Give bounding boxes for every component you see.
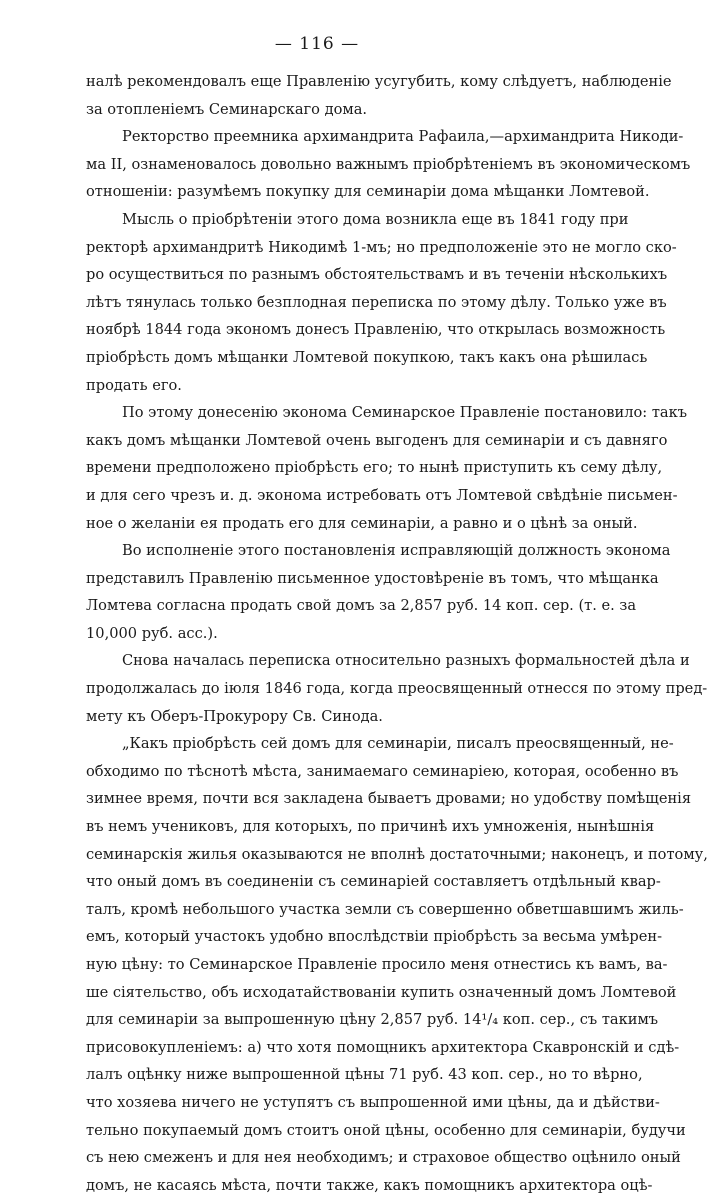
text-line: Во исполненіе этого постановленія исправляющій должность эконома (122, 542, 671, 560)
paragraph (86, 537, 671, 647)
text-line: семинарскія жилья оказываются не вполнѣ достаточными; наконецъ, и потому, (86, 845, 708, 863)
text-line: ную цѣну: то Семинарское Правленіе просило меня отнестись къ вамъ, ва- (86, 956, 668, 973)
text-line: ректорѣ архимандритѣ Никодимѣ 1-мъ; но предположеніе это не могло ско- (86, 238, 677, 256)
text-line: налѣ рекомендовалъ еще Правленію усугубить, кому слѣдуетъ, наблюденіе (86, 73, 672, 90)
text-line: за отопленіемъ Семинарскаго дома. (86, 100, 368, 118)
text-line: лалъ оцѣнку ниже выпрошенной цѣны 71 руб. 43 коп. сер., но то вѣрно, (86, 1066, 643, 1084)
text-line: тельно покупаемый домъ стоитъ оной цѣны, особенно для семинаріи, будучи (86, 1121, 686, 1139)
paragraph (86, 206, 677, 399)
paragraph (86, 399, 688, 537)
text-line: емъ, который участокъ удобно впослѣдствіи пріобрѣсть за весьма умѣрен- (86, 928, 663, 946)
text-line: Мысль о пріобрѣтеніи этого дома возникла еще въ 1841 году при (122, 210, 629, 228)
text-line: Ломтева согласна продать свой домъ за 2,857 руб. 14 коп. сер. (т. е. за (86, 597, 637, 615)
text-line: продать его. (86, 376, 182, 394)
text-line: домъ, не касаясь мѣста, почти также, какъ помощникъ архитектора оцѣ- (86, 1176, 653, 1194)
paragraph (86, 123, 691, 206)
text-line: зимнее время, почти вся закладена бываетъ дровами; но удобству помѣщенія (86, 790, 692, 808)
text-line: съ нею смеженъ и для нея необходимъ; и страховое общество оцѣнило оный (86, 1149, 681, 1167)
text-line: присовокупленіемъ: а) что хотя помощникъ архитектора Скавронскій и сдѣ- (86, 1038, 680, 1056)
text-line: продолжалась до іюля 1846 года, когда преосвященный отнесся по этому пред- (86, 680, 708, 698)
text-line: Ректорство преемника архимандрита Рафаила,—архимандрита Никоди- (122, 128, 684, 146)
paragraph (86, 68, 672, 123)
text-line: мету къ Оберъ-Прокурору Св. Синода. (86, 707, 383, 725)
text-line: для семинаріи за выпрошенную цѣну 2,857 руб. 14¹/₄ коп. сер., съ такимъ (86, 1011, 659, 1029)
text-line: отношеніи: разумѣемъ покупку для семинаріи дома мѣщанки Ломтевой. (86, 183, 650, 201)
text-line: и для сего чрезъ и. д. эконома истребовать отъ Ломтевой свѣдѣніе письмен- (86, 486, 678, 504)
text-line: лѣтъ тянулась только безплодная переписка по этому дѣлу. Только уже въ (86, 293, 667, 311)
text-line: ше сіятельство, объ исходатайствованіи купить означенный домъ Ломтевой (86, 983, 677, 1001)
text-line: ноябрѣ 1844 года экономъ донесъ Правленію, что открылась возможность (86, 321, 666, 339)
text-line: ро осуществиться по разнымъ обстоятельствамъ и въ теченіи нѣсколькихъ (86, 266, 668, 284)
text-line: пріобрѣсть домъ мѣщанки Ломтевой покупкою, такъ какъ она рѣшилась (86, 348, 648, 366)
text-line: въ немъ учениковъ, для которыхъ, по причинѣ ихъ умноженія, нынѣшнія (86, 818, 655, 836)
text-line: талъ, кромѣ небольшого участка земли съ совершенно обветшавшимъ жиль- (86, 900, 684, 918)
text-line: 10,000 руб. асс.). (86, 624, 218, 642)
text-line: „Какъ пріобрѣсть сей домъ для семинаріи, писалъ преосвященный, не- (122, 735, 674, 753)
text-line: что хозяева ничего не уступятъ съ выпрошенной ими цѣны, да и дѣйстви- (86, 1093, 660, 1111)
text-line: ное о желаніи ея продать его для семинаріи, а равно и о цѣнѣ за оный. (86, 514, 638, 532)
text-line: ма II, ознаменовалось довольно важнымъ пріобрѣтеніемъ въ экономическомъ (86, 155, 691, 173)
text-line: времени предположено пріобрѣсть его; то нынѣ приступить къ сему дѣлу, (86, 459, 663, 477)
text-line: Снова началась переписка относительно разныхъ формальностей дѣла и (122, 652, 690, 670)
text-line: обходимо по тѣснотѣ мѣста, занимаемаго семинаріею, которая, особенно въ (86, 762, 679, 780)
page-number: — 116 — (274, 34, 360, 54)
text-line: По этому донесенію эконома Семинарское Правленіе постановило: такъ (122, 404, 688, 422)
text-line: какъ домъ мѣщанки Ломтевой очень выгоденъ для семинаріи и съ давняго (86, 431, 668, 449)
body-text (86, 68, 708, 1199)
paragraph (86, 730, 708, 1199)
text-line: представилъ Правленію письменное удостовѣреніе въ томъ, что мѣщанка (86, 569, 659, 587)
text-line: что оный домъ въ соединеніи съ семинаріей составляетъ отдѣльный квар- (86, 873, 661, 891)
paragraph (86, 647, 708, 730)
